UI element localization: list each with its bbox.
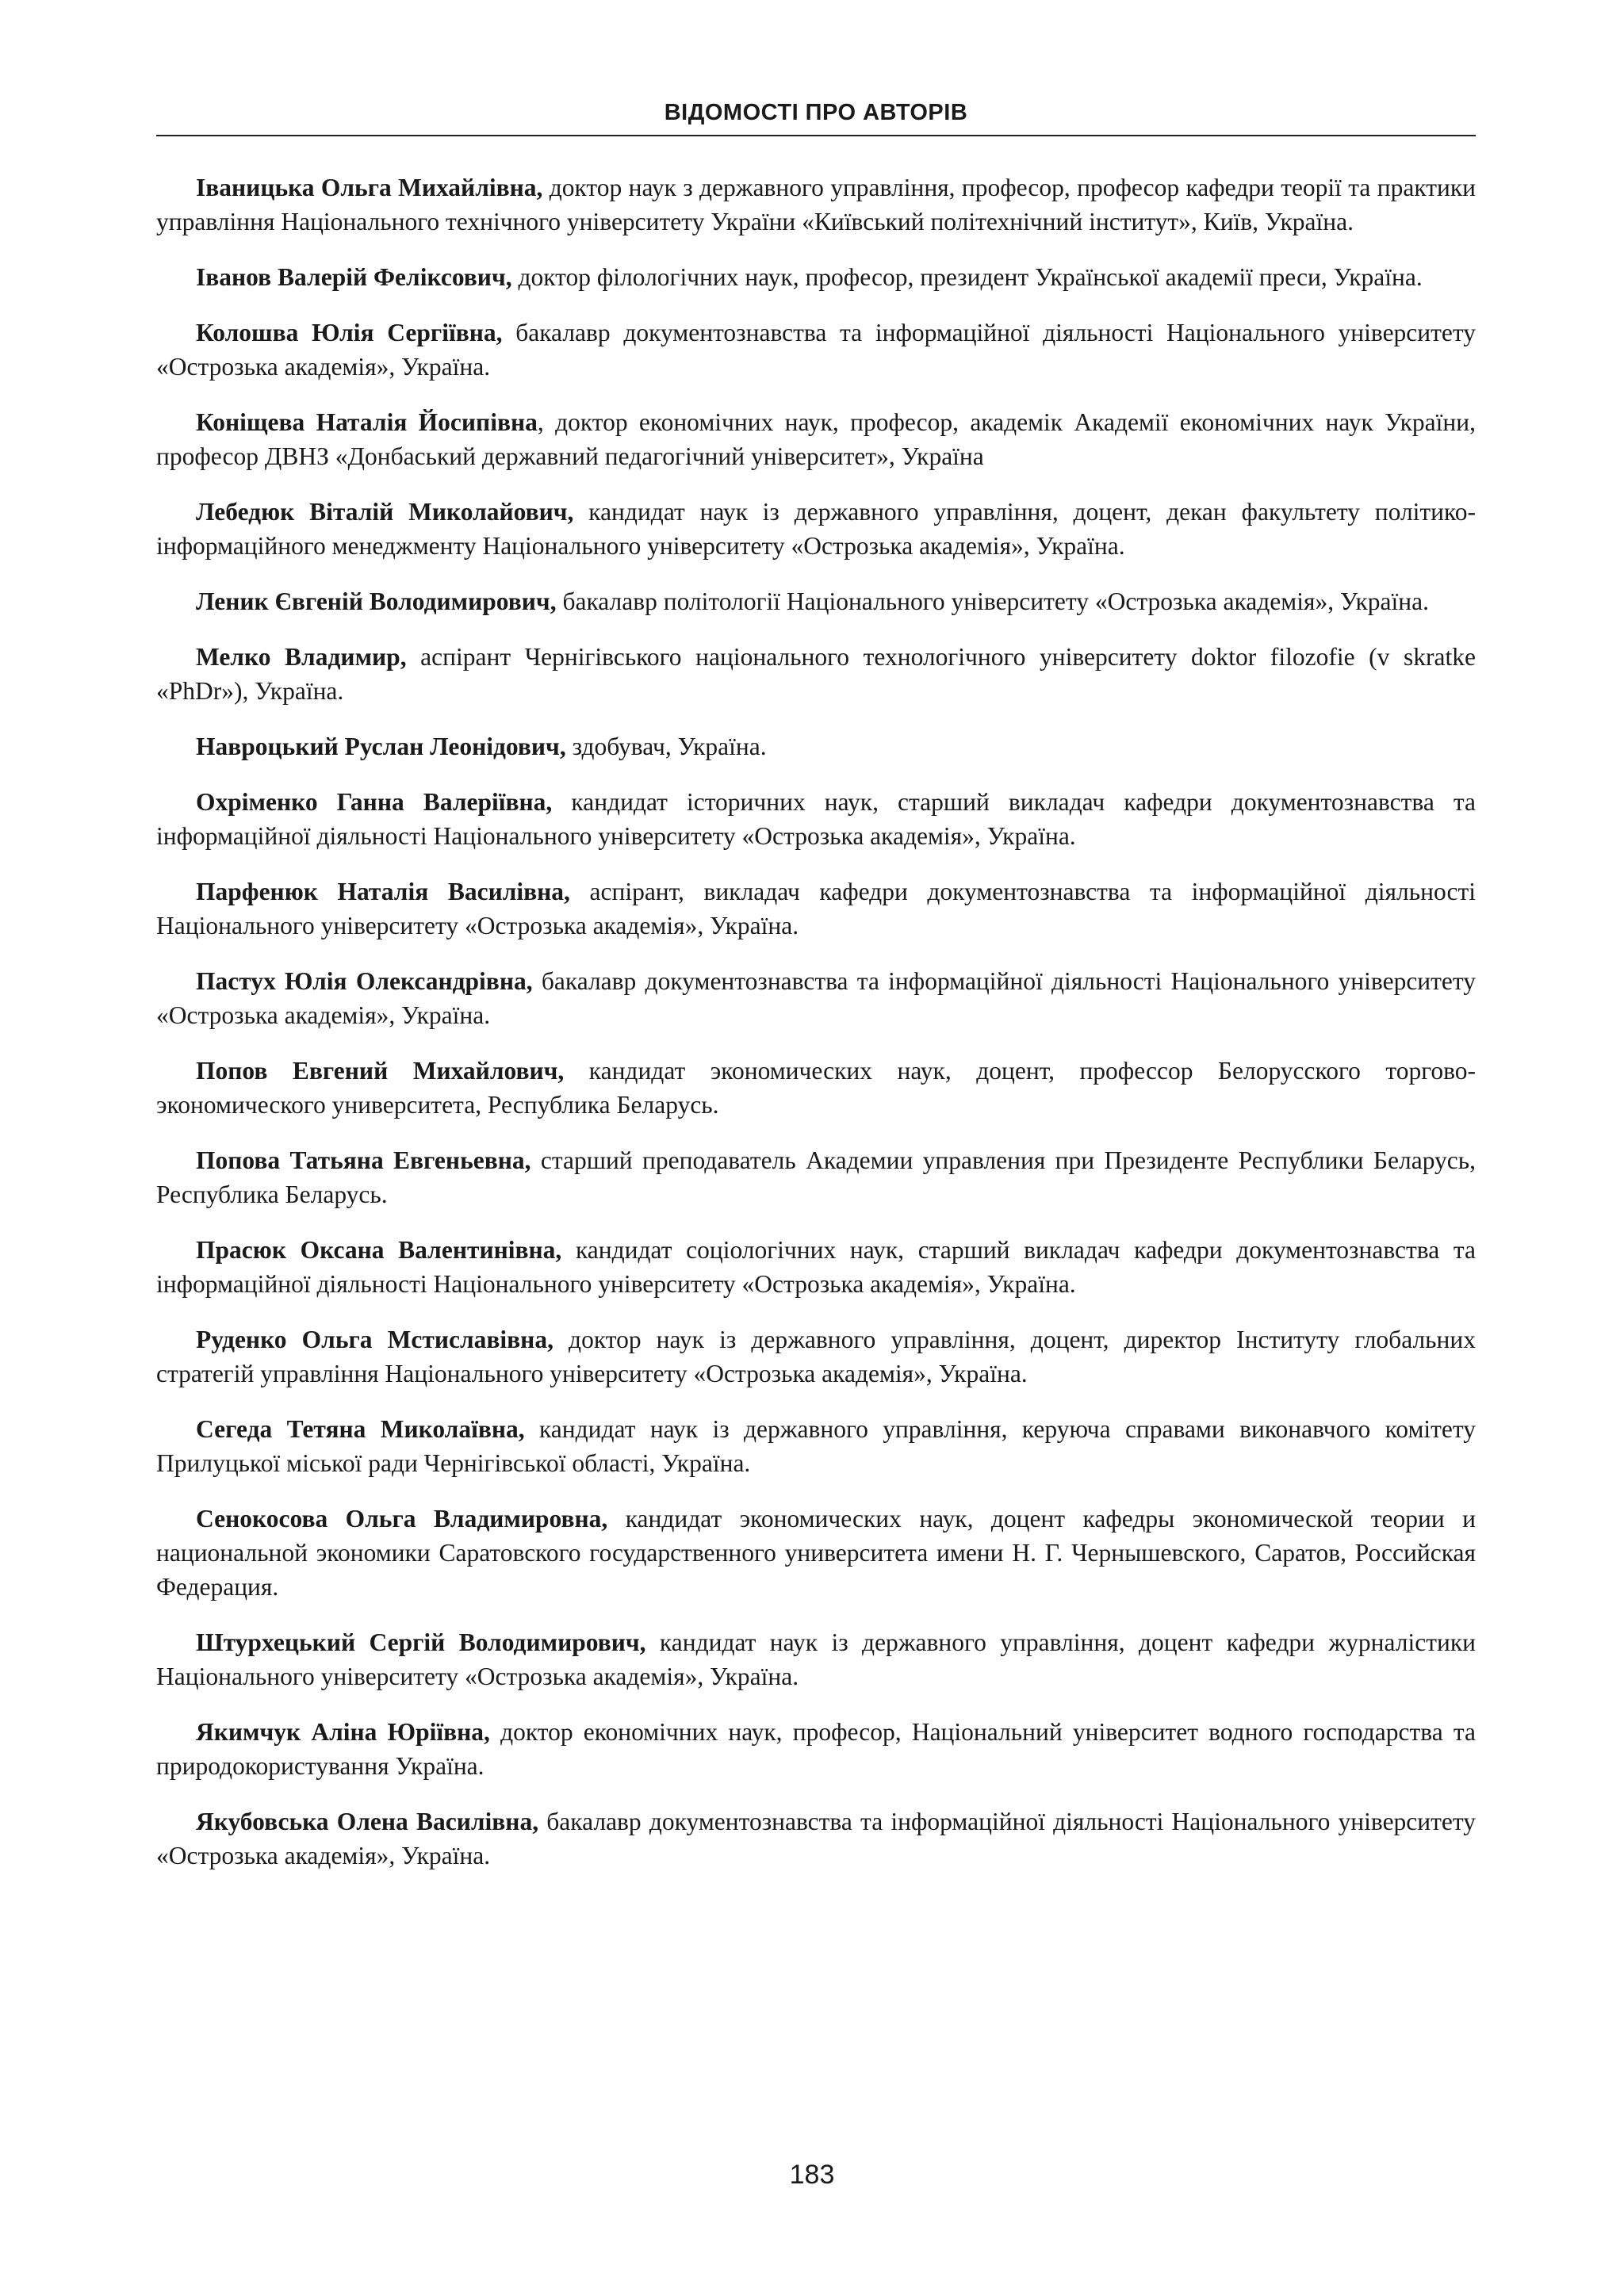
author-name: Іваницька Ольга Михайлівна,: [196, 174, 543, 201]
author-info: аспірант Чернігівського національного технологічного університету doktor filozofie (v skratke «PhDr»), Україна.: [156, 643, 1476, 705]
author-name: Штурхецький Сергій Володимирович,: [196, 1628, 646, 1656]
author-info: здобувач, Україна.: [565, 733, 767, 760]
author-info: доктор наук із державного управління, доцент, директор Інституту глобальних стратегій управління Національного університету «Острозька академія», Україна.: [156, 1326, 1476, 1387]
author-name: Пастух Юлія Олександрівна,: [196, 967, 533, 995]
author-entry: [156, 729, 1476, 763]
author-info: , доктор економічних наук, професор, академік Академії економічних наук України, професор ДВНЗ «Донбаський державний педагогічний університет», Україна: [156, 408, 1476, 470]
author-name: Лебедюк Віталій Миколайович,: [196, 498, 574, 526]
author-info: доктор економічних наук, професор, Національний університет водного господарства та природокористування Україна.: [156, 1718, 1476, 1780]
page-number: 183: [789, 2160, 835, 2190]
author-info: бакалавр документознавства та інформаційної діяльності Національного університету «Острозька академія», Україна.: [156, 319, 1476, 381]
author-entry: [156, 1054, 1476, 1122]
author-name: Навроцький Руслан Леонідович,: [196, 733, 566, 760]
author-info: кандидат наук із державного управління, доцент кафедри журналістики Національного університету «Острозька академія», Україна.: [156, 1628, 1476, 1690]
author-info: кандидат экономических наук, доцент кафедры экономической теории и национальной экономики Саратовского государственного университета имени Н. Г. Чернышевского, Саратов, Российская Федерация.: [156, 1505, 1476, 1601]
author-name: Якубовська Олена Василівна,: [196, 1808, 539, 1835]
author-name: Леник Євгеній Володимирович,: [196, 587, 557, 615]
author-entry: [156, 1625, 1476, 1693]
author-entry: [156, 785, 1476, 853]
author-entry: [156, 1143, 1476, 1211]
author-info: кандидат історичних наук, старший викладач кафедри документознавства та інформаційної діяльності Національного університету «Острозька академія», Україна.: [156, 788, 1476, 850]
author-entry: [156, 316, 1476, 384]
author-info: кандидат соціологічних наук, старший викладач кафедри документознавства та інформаційної діяльності Національного університету «Острозька академія», Україна.: [156, 1236, 1476, 1298]
author-info: бакалавр документознавства та інформаційної діяльності Національного університету «Острозька академія», Україна.: [156, 967, 1477, 1029]
author-name: Іванов Валерій Феліксович,: [196, 263, 512, 291]
author-name: Сенокосова Ольга Владимировна,: [196, 1505, 608, 1533]
author-name: Парфенюк Наталія Василівна,: [196, 878, 570, 905]
author-entry: [156, 1804, 1476, 1873]
author-info: доктор філологічних наук, професор, президент Української академії преси, Україна.: [511, 263, 1423, 291]
author-entry: [156, 1715, 1476, 1783]
author-info: бакалавр політології Національного університету «Острозька академія», Україна.: [556, 587, 1429, 615]
author-name: Охріменко Ганна Валеріївна,: [196, 788, 553, 816]
authors-list: [156, 170, 1476, 1894]
author-entry: [156, 584, 1476, 618]
author-entry: [156, 1502, 1476, 1604]
author-entry: [156, 1233, 1476, 1301]
author-name: Мелко Владимир,: [196, 643, 407, 671]
author-info: бакалавр документознавства та інформаційної діяльності Національного університету «Острозька академія», Україна.: [156, 1808, 1476, 1869]
author-name: Попов Евгений Михайлович,: [196, 1057, 565, 1085]
author-info: кандидат экономических наук, доцент, профессор Белорусского торгово-экономического университета, Республика Беларусь.: [156, 1057, 1476, 1119]
author-name: Сегеда Тетяна Миколаївна,: [196, 1415, 525, 1443]
header-divider: [156, 135, 1476, 136]
author-info: аспірант, викладач кафедри документознавства та інформаційної діяльності Національного університету «Острозька академія», Україна.: [156, 878, 1476, 939]
author-entry: [156, 964, 1476, 1032]
author-entry: [156, 1412, 1476, 1480]
author-info: кандидат наук із державного управління, доцент, декан факультету політико-інформаційного менеджменту Національного університету «Острозька академія», Україна.: [156, 498, 1476, 560]
author-entry: [156, 874, 1476, 943]
author-info: доктор наук з державного управління, професор, професор кафедри теорії та практики управління Національного технічного університету України «Київський політехнічний інститут», Київ, Україна.: [156, 174, 1476, 235]
author-name: Коніщева Наталія Йосипівна: [196, 408, 538, 436]
author-entry: [156, 405, 1476, 473]
page-header-title: ВІДОМОСТІ ПРО АВТОРІВ: [664, 100, 968, 125]
author-entry: [156, 1322, 1476, 1391]
author-entry: [156, 640, 1476, 708]
author-entry: [156, 495, 1476, 563]
author-name: Колошва Юлія Сергіївна,: [196, 319, 503, 346]
author-name: Руденко Ольга Мстиславівна,: [196, 1326, 553, 1353]
author-info: кандидат наук із державного управління, керуюча справами виконавчого комітету Прилуцької міської ради Чернігівської області, Україна.: [156, 1415, 1476, 1477]
author-name: Попова Татьяна Евгеньевна,: [196, 1146, 531, 1174]
author-info: старший преподаватель Академии управления при Президенте Республики Беларусь, Республика Беларусь.: [156, 1146, 1477, 1208]
author-entry: [156, 170, 1476, 239]
author-entry: [156, 260, 1476, 294]
author-name: Прасюк Оксана Валентинівна,: [196, 1236, 562, 1264]
author-name: Якимчук Аліна Юріївна,: [196, 1718, 490, 1746]
